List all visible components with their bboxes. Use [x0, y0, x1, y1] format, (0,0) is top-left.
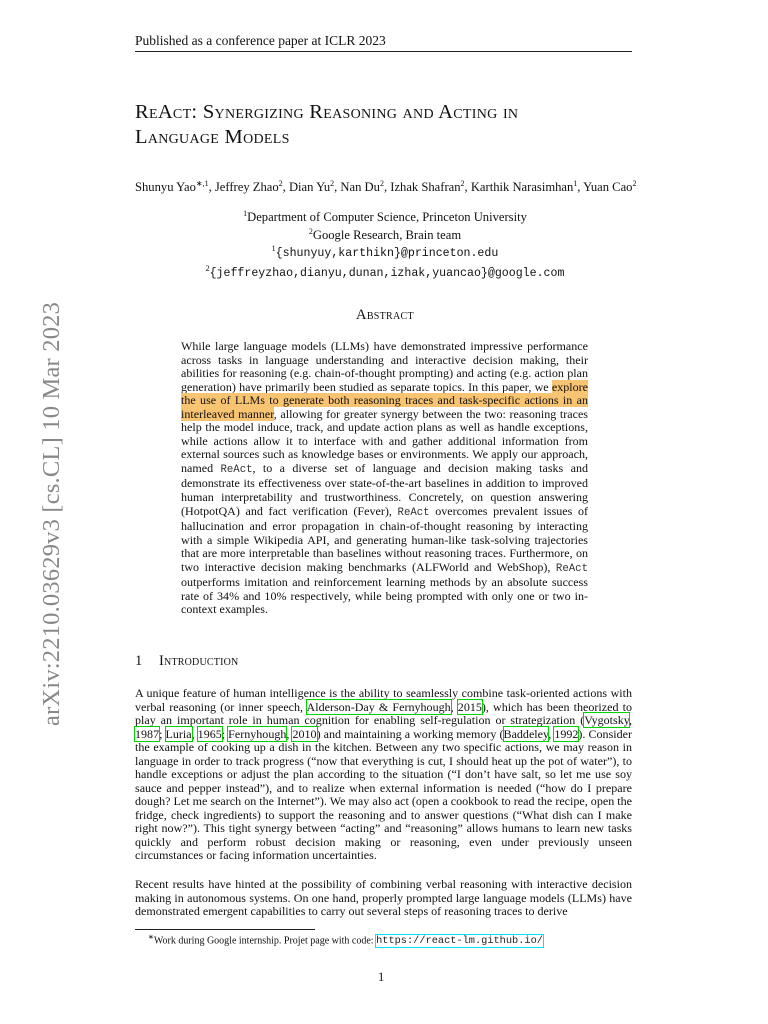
paper-title [135, 100, 640, 150]
title-method-name: ReAct [135, 101, 192, 123]
affiliations [135, 207, 635, 282]
page-number: 1 [378, 970, 385, 984]
paragraph-text: ; [159, 726, 166, 741]
paragraph-text: ) and maintaining a working memory ( [316, 726, 504, 741]
author: Izhak Shafran [390, 180, 461, 195]
method-name: ReAct [555, 562, 588, 575]
abstract-text: , to a diverse set of language and decision making tasks and demonstrate its effectiveness over state-of-the-art baselines in addition to improved human interpretability and trustworthiness. Concretely, on question answering (HotpotQA) and fact verification (Fever), [181, 460, 588, 518]
citation-link[interactable]: 1992 [554, 726, 579, 741]
project-url-link[interactable]: https://react-lm.github.io/ [376, 935, 543, 948]
paragraph-text: , [548, 726, 555, 741]
citation-link[interactable]: 1965 [197, 726, 222, 741]
author-affil-marker: 2 [632, 179, 637, 188]
abstract-body [181, 340, 588, 617]
affiliation-princeton: Department of Computer Science, Princeton University [247, 210, 527, 225]
running-header: Published as a conference paper at ICLR 2023 [135, 33, 386, 48]
author: Nan Du [340, 180, 380, 195]
author: Jeffrey Zhao [214, 180, 279, 195]
affil-marker: 2 [308, 226, 313, 236]
paragraph-text: , [286, 726, 293, 741]
author-affil-marker: 2 [330, 179, 335, 188]
author-affil-marker: 1 [573, 179, 578, 188]
footnote-text: Work during Google internship. Projet page with code: [153, 935, 377, 947]
email-google: {jeffreyzhao,dianyu,dunan,izhak,yuancao}@google.com [209, 267, 565, 281]
footnote [148, 933, 543, 947]
citation-link[interactable]: 2015 [457, 699, 482, 714]
intro-paragraph [135, 687, 632, 863]
citation-link[interactable]: 1987 [135, 726, 160, 741]
footnote-rule [135, 929, 315, 930]
author-affil-marker: 2 [379, 179, 384, 188]
author-affil-marker: 2 [278, 179, 283, 188]
citation-link[interactable]: Luria [165, 726, 192, 741]
paragraph-text: ), which has been theorized to play an important role in human cognition for enabling self-regulation or strategization ( [135, 699, 633, 727]
affil-marker: 1 [271, 244, 276, 254]
paragraph-text: , [450, 699, 458, 714]
paragraph-text: , [191, 726, 198, 741]
abstract-text: , allowing for greater synergy between the two: reasoning traces help the model induce, track, and update action plans as well as handle exceptions, while actions allow it to interface with and gather additional information from external sources such as knowledge bases or environments. We apply our approach, named [181, 406, 588, 475]
section-number: 1 [135, 653, 143, 669]
author: Karthik Narasimhan [470, 180, 574, 195]
intro-paragraph: Recent results have hinted at the possibility of combining verbal reasoning with interactive decision making in autonomous systems. On one hand, properly prompted large language models (LLMs) have demonstrated emergent capabilities to carry out several steps of reasoning traces to derive [135, 877, 632, 918]
title-line1-rest: : Synergizing Reasoning and Acting in [191, 101, 519, 123]
citation-link[interactable]: Baddeley [503, 726, 549, 741]
author: Yuan Cao [583, 180, 633, 195]
section-heading [135, 653, 238, 670]
abstract-text: overcomes prevalent issues of hallucination and error propagation in chain-of-thought reasoning by interacting with a simple Wikipedia API, and generating human-like task-solving trajectories that are more interpretable than baselines without reasoning traces. Furthermore, on two interactive decision making benchmarks (ALFWorld and WebShop), [181, 503, 588, 574]
method-name: ReAct [397, 506, 430, 519]
header-rule [135, 51, 632, 52]
section-title: Introduction [159, 653, 239, 669]
email-princeton: {shunyuy,karthikn}@princeton.edu [275, 247, 499, 261]
title-line2: Language Models [135, 126, 290, 148]
abstract-heading: Abstract [356, 307, 414, 323]
paragraph-text: , [628, 713, 632, 727]
author: Shunyu Yao [135, 180, 196, 195]
citation-link[interactable]: 2010 [292, 726, 317, 741]
abstract-text: outperforms imitation and reinforcement learning methods by an absolute success rate of 34% and 10% respectively, while being prompted with only one or two in-context examples. [181, 575, 588, 617]
paragraph-text: A unique feature of human intelligence is the ability to seamlessly combine task-oriented actions with verbal reasoning (or inner speech, [135, 686, 632, 714]
arxiv-stamp: arXiv:2210.03629v3 [cs.CL] 10 Mar 2023 [38, 301, 65, 726]
affiliation-google: Google Research, Brain team [312, 227, 462, 242]
footnote-marker: ∗ [148, 933, 154, 941]
author-affil-marker: ∗,1 [195, 179, 209, 188]
highlighted-text[interactable]: explore the use of LLMs to generate both reasoning traces and task-specific actions in an interleaved manner [181, 379, 588, 421]
citation-link[interactable]: Alderson-Day & Fernyhough [306, 699, 451, 714]
affil-marker: 2 [205, 264, 210, 274]
affil-marker: 1 [243, 209, 248, 218]
paragraph-text: ; [221, 726, 229, 741]
abstract-text: While large language models (LLMs) have demonstrated impressive performance across tasks in language understanding and interactive decision making, their abilities for reasoning (e.g. chain-of-thought prompting) and acting (e.g. action plan generation) have primarily been studied as separate topics. In this paper, we [181, 339, 588, 394]
method-name: ReAct [220, 463, 253, 476]
citation-link[interactable]: Vygotsky [584, 713, 629, 727]
paragraph-text: ). Consider the example of cooking up a dish in the kitchen. Between any two specific actions, we may reason in language in order to track progress (“now that everything is cut, I should heat up the pot of water”), to handle exceptions or adjust the plan according to the situation (“I don’t have salt, so let me use soy sauce and pepper instead”), and to realize when external information is needed (“how do I prepare dough? Let me search on the Internet”). We may also act (open a cookbook to read the recipe, open the fridge, check ingredients) to support the reasoning and to answer questions (“What dish can I make right now?”). This tight synergy between “acting” and “reasoning” allows humans to learn new tasks quickly and perform robust decision making or reasoning, even under previously unseen circumstances or facing information uncertainties. [135, 726, 633, 862]
author-affil-marker: 2 [460, 179, 465, 188]
author: Dian Yu [288, 180, 331, 195]
citation-link[interactable]: Fernyhough [228, 726, 287, 741]
author-list: Shunyu Yao$^{∗,1}$, Jeffrey Zhao$^2$, Dian Yu$^2$, Nan Du$^2$, Izhak Shafran$^2$, Karthik Narasimhan$^1$, Yuan Cao$^2$ [135, 179, 637, 195]
